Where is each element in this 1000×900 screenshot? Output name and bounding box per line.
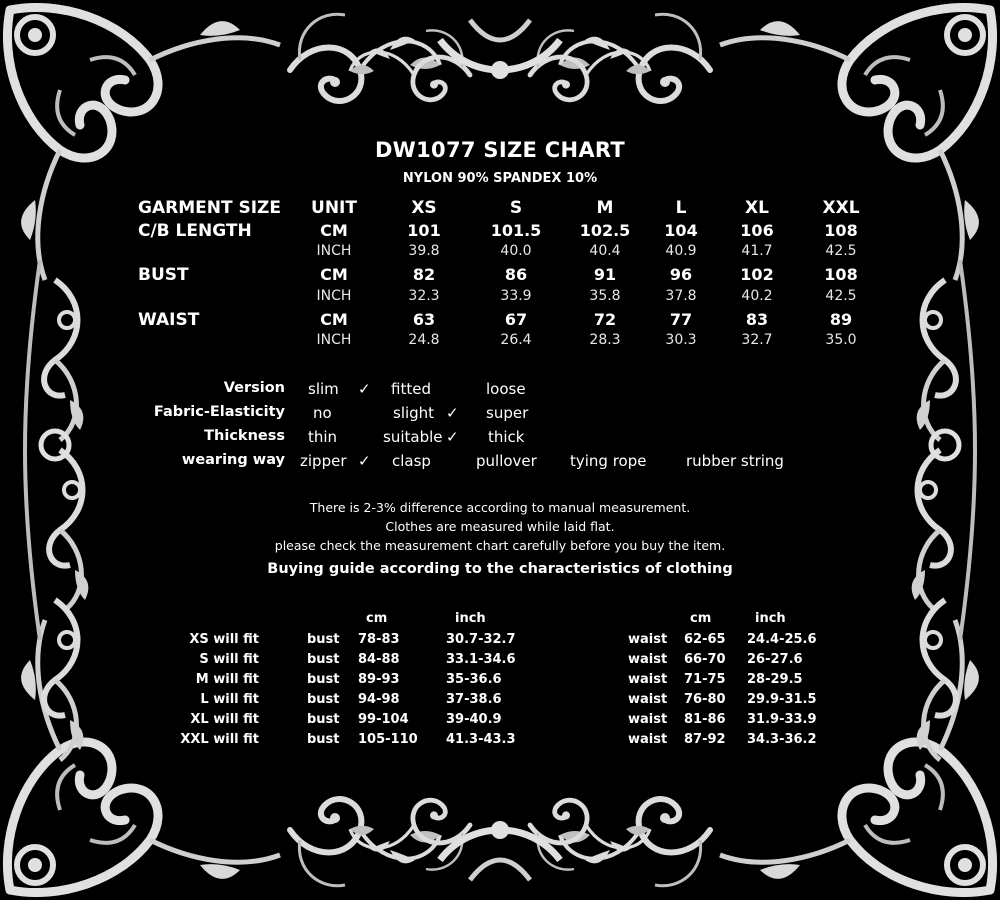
row-label-cb-length: C/B LENGTH [138, 221, 252, 241]
guide-fit-label: S will fit [199, 652, 259, 667]
guide-cell: waist [628, 632, 668, 647]
guide-cell: 31.9-33.9 [747, 712, 817, 727]
table-cell: 30.3 [665, 332, 697, 348]
table-cell: 32.3 [408, 288, 440, 304]
guide-cell: bust [307, 672, 340, 687]
guide-cell: 30.7-32.7 [446, 632, 516, 647]
property-option: thick [488, 428, 525, 446]
table-cell: 32.7 [741, 332, 773, 348]
table-cell: 104 [664, 221, 698, 240]
property-option: rubber string [686, 452, 784, 470]
table-cell: 102.5 [579, 221, 631, 240]
property-option: clasp [392, 452, 431, 470]
property-option: fitted [391, 380, 431, 398]
table-cell: 108 [824, 221, 858, 240]
unit-inch: INCH [316, 332, 352, 348]
table-cell: 101 [407, 221, 441, 240]
row-label-bust: BUST [138, 265, 189, 285]
table-cell: 96 [669, 265, 693, 284]
guide-cell: waist [628, 672, 668, 687]
table-cell: 102 [740, 265, 774, 284]
guide-cell: 99-104 [358, 712, 409, 727]
guide-header-inch: inch [755, 611, 786, 626]
property-option: loose [486, 380, 526, 398]
table-cell: 82 [412, 265, 436, 284]
check-mark: ✓ [446, 428, 459, 446]
table-cell: 91 [593, 265, 617, 284]
guide-cell: waist [628, 692, 668, 707]
table-cell: 108 [824, 265, 858, 284]
table-cell: 40.9 [665, 243, 697, 259]
header-size-xs: XS [411, 198, 437, 218]
guide-cell: 37-38.6 [446, 692, 502, 707]
guide-cell: 78-83 [358, 632, 400, 647]
check-mark: ✓ [358, 452, 371, 470]
guide-cell: 26-27.6 [747, 652, 803, 667]
property-option: no [313, 404, 332, 422]
note-line: There is 2-3% difference according to manual measurement. [309, 500, 691, 515]
guide-header-cm: cm [366, 611, 388, 626]
table-cell: 28.3 [589, 332, 621, 348]
table-cell: 40.4 [589, 243, 621, 259]
table-cell: 86 [504, 265, 528, 284]
property-label-wearing-way: wearing way [181, 452, 285, 468]
property-option: slight [393, 404, 435, 422]
guide-fit-label: XS will fit [189, 632, 259, 647]
guide-cell: 94-98 [358, 692, 400, 707]
guide-cell: waist [628, 652, 668, 667]
table-cell: 83 [745, 310, 769, 329]
table-cell: 40.2 [741, 288, 773, 304]
guide-cell: bust [307, 712, 340, 727]
table-cell: 63 [412, 310, 436, 329]
unit-cm: CM [320, 310, 348, 329]
property-option: thin [308, 428, 338, 446]
table-cell: 24.8 [408, 332, 440, 348]
header-size-xxl: XXL [822, 198, 860, 218]
property-option: zipper [300, 452, 347, 470]
check-mark: ✓ [446, 404, 459, 422]
guide-cell: 33.1-34.6 [446, 652, 516, 667]
guide-cell: 66-70 [684, 652, 726, 667]
guide-fit-label: XXL will fit [180, 732, 259, 747]
header-garment-size: GARMENT SIZE [138, 198, 281, 218]
guide-fit-label: XL will fit [190, 712, 259, 727]
table-cell: 35.0 [825, 332, 857, 348]
table-cell: 35.8 [589, 288, 621, 304]
table-cell: 101.5 [490, 221, 542, 240]
guide-cell: 76-80 [684, 692, 726, 707]
table-cell: 42.5 [825, 243, 857, 259]
fabric-composition: NYLON 90% SPANDEX 10% [402, 171, 598, 186]
table-cell: 39.8 [408, 243, 440, 259]
guide-cell: 34.3-36.2 [747, 732, 817, 747]
row-label-waist: WAIST [138, 310, 200, 330]
table-cell: 41.7 [741, 243, 773, 259]
table-cell: 42.5 [825, 288, 857, 304]
note-line: Clothes are measured while laid flat. [385, 519, 615, 534]
property-option: tying rope [570, 452, 647, 470]
guide-cell: 81-86 [684, 712, 726, 727]
table-cell: 89 [829, 310, 853, 329]
unit-cm: CM [320, 221, 348, 240]
guide-cell: waist [628, 732, 668, 747]
guide-cell: bust [307, 692, 340, 707]
header-size-l: L [675, 198, 687, 218]
guide-fit-label: L will fit [200, 692, 259, 707]
unit-inch: INCH [316, 288, 352, 304]
chart-title: DW1077 SIZE CHART [374, 138, 626, 162]
guide-cell: 24.4-25.6 [747, 632, 817, 647]
guide-cell: 29.9-31.5 [747, 692, 817, 707]
note-line: please check the measurement chart carefully before you buy the item. [274, 538, 726, 553]
guide-cell: bust [307, 652, 340, 667]
guide-cell: 35-36.6 [446, 672, 502, 687]
guide-header-cm: cm [690, 611, 712, 626]
guide-cell: 62-65 [684, 632, 726, 647]
table-cell: 26.4 [500, 332, 532, 348]
unit-cm: CM [320, 265, 348, 284]
property-label-fabric-elasticity: Fabric-Elasticity [153, 404, 285, 420]
guide-cell: 41.3-43.3 [446, 732, 516, 747]
guide-header-inch: inch [455, 611, 486, 626]
check-mark: ✓ [358, 380, 371, 398]
table-cell: 67 [504, 310, 528, 329]
table-cell: 37.8 [665, 288, 697, 304]
table-cell: 106 [740, 221, 774, 240]
guide-cell: 71-75 [684, 672, 726, 687]
guide-cell: 105-110 [358, 732, 418, 747]
table-cell: 33.9 [500, 288, 532, 304]
table-cell: 77 [669, 310, 693, 329]
guide-cell: bust [307, 732, 340, 747]
header-unit: UNIT [311, 198, 357, 218]
property-option: pullover [476, 452, 537, 470]
property-option: super [486, 404, 529, 422]
table-cell: 40.0 [500, 243, 532, 259]
property-label-version: Version [223, 380, 285, 396]
guide-cell: 84-88 [358, 652, 400, 667]
table-cell: 72 [593, 310, 617, 329]
header-size-s: S [509, 198, 523, 218]
unit-inch: INCH [316, 243, 352, 259]
property-option: suitable [383, 428, 443, 446]
guide-fit-label: M will fit [195, 672, 259, 687]
property-label-thickness: Thickness [204, 428, 285, 444]
guide-cell: 89-93 [358, 672, 400, 687]
buying-guide-title: Buying guide according to the characteristics of clothing [267, 561, 733, 577]
guide-cell: bust [307, 632, 340, 647]
guide-cell: 87-92 [684, 732, 726, 747]
property-option: slim [308, 380, 339, 398]
header-size-xl: XL [745, 198, 769, 218]
guide-cell: 39-40.9 [446, 712, 502, 727]
header-size-m: M [596, 198, 614, 218]
guide-cell: 28-29.5 [747, 672, 803, 687]
guide-cell: waist [628, 712, 668, 727]
